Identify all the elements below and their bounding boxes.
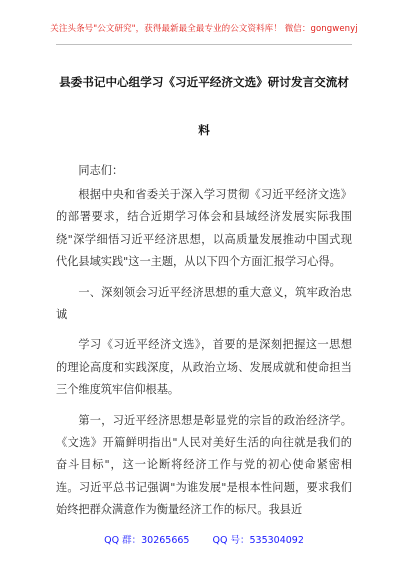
header-divider bbox=[56, 44, 352, 45]
footer-contacts bbox=[0, 532, 408, 546]
document-title-line-1: 县委书记中心组学习《习近平经济文选》研讨发言交流材 bbox=[59, 75, 349, 89]
salutation-block bbox=[56, 160, 352, 182]
header-banner: 关注头条号"公文研究"，获得最新最全最专业的公文资料库！ 微信：gongwenyj bbox=[50, 24, 358, 34]
document-body bbox=[56, 184, 352, 522]
paragraph-section1: 学习《习近平经济文选》，首要的是深刻把握这一思想的理论高度和实践深度，从政治立场、发展成就和使命担当三个维度筑牢信仰根基。 bbox=[56, 338, 352, 397]
paragraph-intro: 根据中央和省委关于深入学习贯彻《习近平经济文选》的部署要求，结合近期学习体会和县域经济发展实际我围绕"深学细悟习近平经济思想，以高质量发展推动中国式现代化县域实践"这一主题，从以下四个方面汇报学习心得。 bbox=[56, 188, 352, 269]
footer-qq-number: QQ 号：535304092 bbox=[212, 535, 304, 546]
paragraph-point-1: 第一，习近平经济思想是彰显党的宗旨的政治经济学。《文选》开篇鲜明指出"人民对美好生活的向往就是我们的奋斗目标"，这一论断将经济工作与党的初心使命紧密相连。习近平总书记强调"为谁发展"是根本性问题，要求我们始终把群众满意作为衡量经济工作的标尺。我县近 bbox=[56, 413, 352, 517]
section-heading-1: 一、深刻领会习近平经济思想的重大意义，筑牢政治忠诚 bbox=[56, 285, 352, 322]
footer-qq-group: QQ 群：30265665 bbox=[104, 535, 190, 546]
salutation: 同志们： bbox=[78, 164, 124, 177]
document-title-line-2: 料 bbox=[198, 123, 210, 137]
